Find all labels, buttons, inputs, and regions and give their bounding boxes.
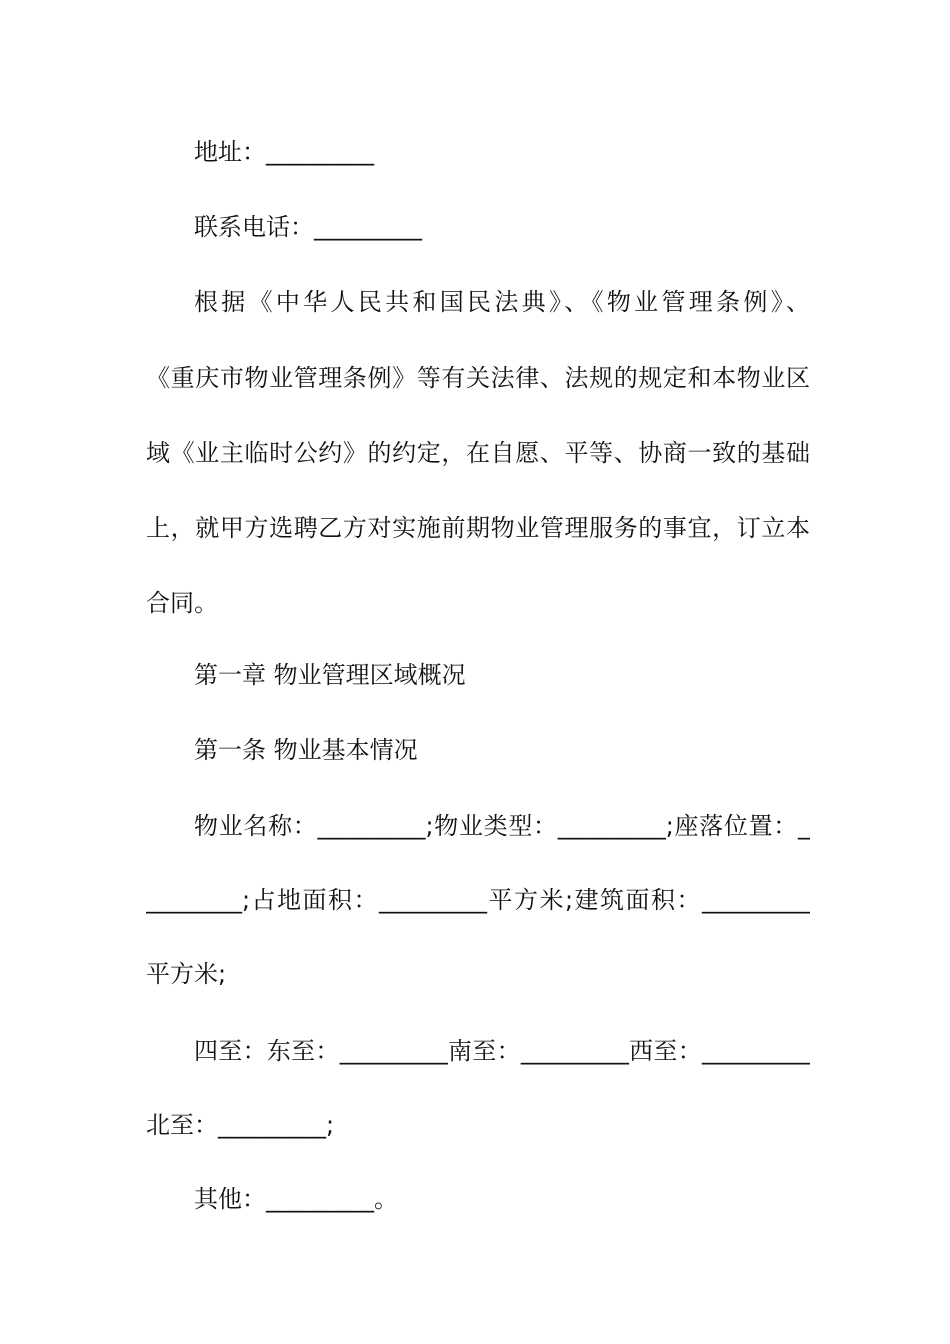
- boundaries-line-2: 北至：_________;: [146, 1111, 335, 1139]
- preamble-line-1: 根据《中华人民共和国民法典》、《物业管理条例》、: [194, 288, 810, 316]
- article-heading: 第一条 物业基本情况: [194, 736, 418, 764]
- preamble-line-2: 《重庆市物业管理条例》等有关法律、法规的规定和本物业区: [146, 364, 810, 392]
- property-info-line-2: ________;占地面积：_________平方米;建筑面积：_________: [146, 886, 810, 914]
- address-line: 地址：_________: [194, 138, 374, 166]
- property-info-line-3: 平方米;: [146, 960, 227, 988]
- boundaries-line-1: 四至：东至：_________南至：_________西至：_________: [194, 1037, 810, 1065]
- preamble-line-3: 域《业主临时公约》的约定，在自愿、平等、协商一致的基础: [146, 439, 810, 467]
- other-line: 其他：_________。: [194, 1185, 398, 1213]
- phone-line: 联系电话：_________: [194, 213, 422, 241]
- preamble-line-5: 合同。: [146, 589, 218, 617]
- property-info-line-1: 物业名称：_________;物业类型：_________;座落位置：_: [194, 812, 810, 840]
- chapter-heading: 第一章 物业管理区域概况: [194, 661, 466, 689]
- preamble-line-4: 上，就甲方选聘乙方对实施前期物业管理服务的事宜，订立本: [146, 514, 810, 542]
